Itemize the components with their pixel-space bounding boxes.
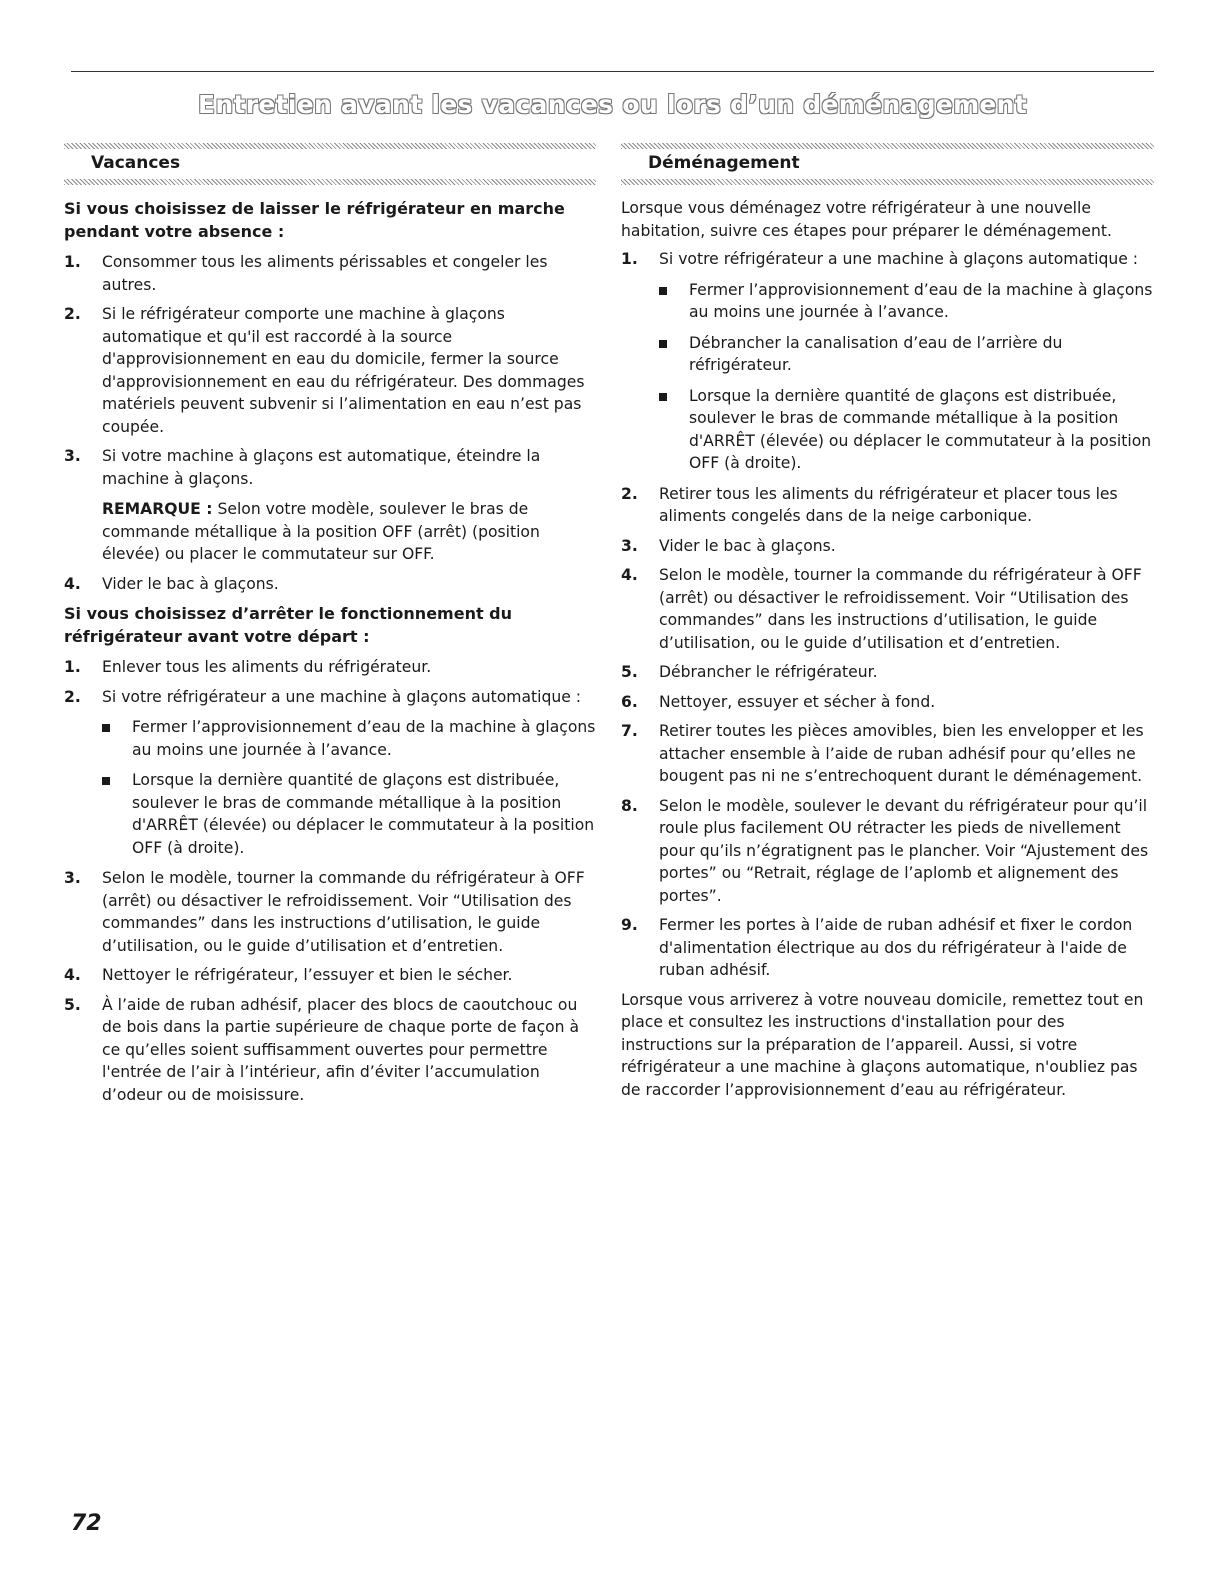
demenagement-column: [621, 143, 1154, 1107]
vacances-subheading-1: Si vous choisissez de laisser le réfrigérateur en marche pendant votre absence :: [64, 199, 565, 241]
item-text: Débrancher le réfrigérateur.: [659, 663, 878, 681]
item-text: Vider le bac à glaçons.: [102, 574, 279, 593]
item-number: 5.: [621, 663, 638, 681]
square-bullet-icon: [102, 724, 110, 732]
item-number: 4.: [64, 966, 81, 984]
square-bullet-icon: [659, 287, 667, 295]
vacances-heading: Vacances: [91, 153, 181, 173]
section-hatch-top: [621, 143, 1154, 149]
vacances-list-2: [64, 656, 596, 1106]
vacances-subheading-2: Si vous choisissez d’arrêter le fonctionnement du réfrigérateur avant votre départ :: [64, 604, 513, 646]
list-item: [64, 251, 596, 296]
list-item: [621, 914, 1154, 982]
section-hatch: [64, 179, 596, 185]
list-item: [64, 303, 596, 438]
item-text: Enlever tous les aliments du réfrigérateur.: [102, 658, 432, 676]
list-item: [64, 867, 596, 957]
list-item: [64, 573, 596, 596]
demenagement-outro: Lorsque vous arriverez à votre nouveau domicile, remettez tout en place et consultez les instructions d'installation pour des instructions sur la préparation de l’appareil. Aussi, si votre réfrigérateur a une machine à glaçons automatique, n'oubliez pas de raccorder l’approvisionnement d’eau au réfrigérateur.: [621, 990, 1144, 1099]
item-number: 3.: [64, 869, 81, 887]
bullet-text: Lorsque la dernière quantité de glaçons est distribuée, soulever le bras de commande métallique à la position d'ARRÊT (élevée) ou déplacer le commutateur à la position OFF (à droite).: [132, 771, 595, 857]
list-item: [621, 248, 1154, 475]
item-text: Retirer toutes les pièces amovibles, bien les envelopper et les attacher ensemble à l’aide de ruban adhésif pour qu’elles ne bougent pas ni ne s’entrechoquent durant le déménagement.: [659, 722, 1144, 785]
item-text: Fermer les portes à l’aide de ruban adhésif et fixer le cordon d'alimentation électrique au dos du réfrigérateur à l'aide de ruban adhésif.: [659, 916, 1133, 979]
note-text: Selon votre modèle, soulever le bras de commande métallique à la position OFF (arrêt) (position élevée) ou placer le commutateur sur OFF.: [102, 500, 540, 563]
item-number: 1.: [621, 250, 638, 268]
list-item: [621, 795, 1154, 908]
bullet-text: Débrancher la canalisation d’eau de l’arrière du réfrigérateur.: [689, 333, 1063, 374]
item-number: 4.: [64, 574, 81, 593]
section-hatch-top: [64, 143, 596, 149]
list-item: [621, 564, 1154, 654]
page-title: Entretien avant les vacances ou lors d’un déménagement: [197, 90, 1028, 119]
list-item: [64, 964, 596, 987]
top-rule: [71, 71, 1154, 72]
list-item: [621, 720, 1154, 788]
bullet-item: [659, 279, 1154, 324]
bullet-text: Fermer l’approvisionnement d’eau de la machine à glaçons au moins une journée à l’avance.: [132, 718, 596, 759]
item-text: Vider le bac à glaçons.: [659, 536, 836, 555]
item-text: Consommer tous les aliments périssables et congeler les autres.: [102, 253, 548, 294]
bullet-item: [102, 769, 596, 859]
list-item: [64, 994, 596, 1107]
section-hatch: [621, 179, 1154, 185]
list-item: [621, 535, 1154, 558]
item-text: Selon le modèle, soulever le devant du réfrigérateur pour qu’il roule plus facilement OU rétracter les pieds de nivellement pour qu’ils n’égratignent pas le plancher. Voir “Ajustement des portes” ou “Retrait, réglage de l’aplomb et alignement des portes”.: [659, 796, 1149, 905]
item-number: 6.: [621, 692, 638, 711]
item-text: Si votre réfrigérateur a une machine à glaçons automatique :: [102, 687, 582, 706]
item-text: Si votre réfrigérateur a une machine à glaçons automatique :: [659, 250, 1139, 268]
bullet-item: [659, 385, 1154, 475]
list-item: [64, 445, 596, 566]
vacances-column: [64, 143, 596, 1113]
vacances-list-1: [64, 251, 596, 595]
demenagement-list: [621, 248, 1154, 982]
list-item: [621, 483, 1154, 528]
item-text: Nettoyer, essuyer et sécher à fond.: [659, 692, 936, 711]
item-number: 3.: [64, 447, 81, 465]
note-label: REMARQUE :: [102, 500, 213, 518]
item-number: 3.: [621, 536, 638, 555]
bullet-list: [102, 716, 596, 859]
bullet-text: Lorsque la dernière quantité de glaçons est distribuée, soulever le bras de commande métallique à la position d'ARRÊT (élevée) ou déplacer le commutateur à la position OFF (à droite).: [689, 386, 1152, 472]
item-number: 8.: [621, 796, 638, 815]
list-item: [621, 691, 1154, 714]
page-number: 72: [71, 1511, 102, 1536]
bullet-item: [659, 332, 1154, 377]
bullet-list: [659, 279, 1154, 475]
demenagement-intro: Lorsque vous déménagez votre réfrigérateur à une nouvelle habitation, suivre ces étapes pour préparer le déménagement.: [621, 199, 1112, 240]
item-number: 7.: [621, 722, 638, 740]
list-item: [621, 661, 1154, 684]
demenagement-heading: Déménagement: [648, 153, 800, 173]
item-text: Si le réfrigérateur comporte une machine à glaçons automatique et qu'il est raccordé à la source d'approvisionnement en eau du domicile, fermer la source d'approvisionnement en eau du réfrigérateur. Des dommages matériels peuvent subvenir si l’alimentation en eau n’est pas coupée.: [102, 305, 585, 436]
item-number: 1.: [64, 658, 81, 676]
item-number: 2.: [64, 687, 81, 706]
item-number: 4.: [621, 566, 638, 584]
item-number: 2.: [64, 305, 81, 323]
item-number: 5.: [64, 995, 81, 1014]
list-item: [64, 686, 596, 860]
bullet-item: [102, 716, 596, 761]
item-number: 2.: [621, 484, 638, 503]
item-text: Nettoyer le réfrigérateur, l’essuyer et bien le sécher.: [102, 966, 513, 984]
square-bullet-icon: [659, 340, 667, 348]
item-number: 1.: [64, 253, 81, 271]
item-text: Si votre machine à glaçons est automatique, éteindre la machine à glaçons.: [102, 447, 541, 488]
item-text: Selon le modèle, tourner la commande du réfrigérateur à OFF (arrêt) ou désactiver le refroidissement. Voir “Utilisation des commandes” dans les instructions d’utilisation, le guide d’utilisation, ou le guide d’utilisation et d’entretien.: [102, 869, 585, 955]
square-bullet-icon: [102, 777, 110, 785]
item-number: 9.: [621, 916, 638, 934]
item-text: Selon le modèle, tourner la commande du réfrigérateur à OFF (arrêt) ou désactiver le refroidissement. Voir “Utilisation des commandes” dans les instructions d’utilisation, le guide d’utilisation, ou le guide d’utilisation et d’entretien.: [659, 566, 1142, 652]
square-bullet-icon: [659, 393, 667, 401]
list-item: [64, 656, 596, 679]
item-text: À l’aide de ruban adhésif, placer des blocs de caoutchouc ou de bois dans la partie supérieure de chaque porte de façon à ce qu’elles soient suffisamment ouvertes pour permettre l'entrée de l’air à l’intérieur, afin d’éviter l’accumulation d’odeur ou de moisissure.: [102, 995, 580, 1104]
remarque-note: [102, 498, 596, 566]
bullet-text: Fermer l’approvisionnement d’eau de la machine à glaçons au moins une journée à l’avance.: [689, 280, 1153, 321]
item-text: Retirer tous les aliments du réfrigérateur et placer tous les aliments congelés dans de la neige carbonique.: [659, 484, 1118, 525]
